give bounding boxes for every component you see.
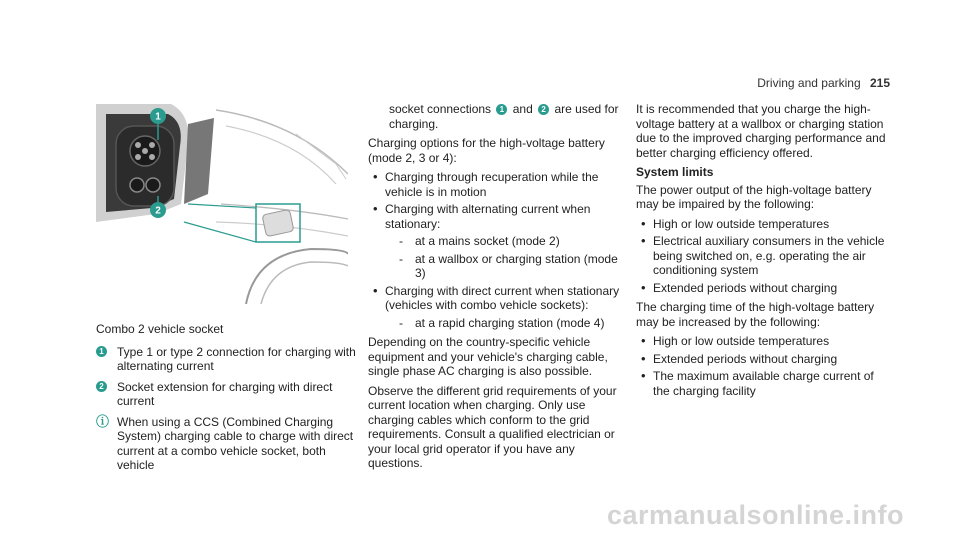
paragraph: Depending on the country-specific vehicle equipment and your vehicle's charging cable, single phase AC charging is also possible.: [368, 335, 608, 378]
charging-socket-figure: [96, 104, 348, 304]
sub-list: [385, 234, 622, 281]
section-heading: System limits: [636, 165, 714, 179]
section-title: Driving and parking: [757, 76, 861, 90]
figure-caption: Combo 2 vehicle socket: [96, 322, 224, 336]
list-item: • Extended periods without charging: [636, 352, 892, 367]
list-item-text: Charging with alternating current when stationary:: [385, 202, 591, 231]
time-intro: The charging time of the high-voltage battery may be increased by the following:: [636, 300, 875, 329]
limits-list: [636, 217, 892, 296]
inline-marker-2: 2: [538, 104, 549, 115]
continuation-post: are used for charging.: [389, 102, 619, 131]
charging-options-list: [368, 170, 622, 330]
list-item: • The maximum available charge current of the charging facility: [636, 369, 892, 398]
legend-item-2: [96, 380, 358, 409]
limits-intro: The power output of the high-voltage battery may be impaired by the following:: [636, 182, 872, 211]
column-left: [96, 322, 358, 479]
list-item: [368, 202, 622, 281]
sub-list-item: - at a wallbox or charging station (mode 3): [385, 252, 622, 281]
callout-2-label: 2: [155, 205, 161, 217]
legend-item-1: [96, 345, 358, 374]
list-item: • Charging through recuperation while the vehicle is in motion: [368, 170, 622, 199]
time-list: [636, 334, 892, 398]
list-item: • High or low outside temperatures: [636, 334, 892, 349]
continuation-pre: socket connections: [389, 102, 492, 116]
legend-text-2: Socket extension for charging with direct current: [117, 379, 333, 408]
list-item: [368, 284, 622, 331]
info-note: [96, 415, 358, 473]
paragraph: It is recommended that you charge the high-voltage battery at a wallbox or charging station due to the improved charging performance and better charging efficiency offered.: [636, 102, 886, 160]
watermark: carmanualsonline.info: [606, 500, 904, 530]
continuation-and: and: [512, 102, 533, 116]
list-item: • Electrical auxiliary consumers in the vehicle being switched on, e.g. operating the air conditioning system: [636, 234, 892, 278]
charging-options-intro: Charging options for the high-voltage battery (mode 2, 3 or 4):: [368, 136, 605, 165]
page-header: [757, 76, 890, 90]
legend-marker-2: 2: [96, 381, 107, 392]
callout-1-label: 1: [155, 111, 161, 123]
charging-socket-illustration: [96, 104, 348, 304]
info-icon: ⓘ: [96, 413, 110, 429]
list-item-text: Charging with direct current when stationary (vehicles with combo vehicle sockets):: [385, 283, 620, 312]
column-right: [636, 102, 892, 403]
inline-marker-1: 1: [496, 104, 507, 115]
legend-marker-1: 1: [96, 346, 107, 357]
legend-text-1: Type 1 or type 2 connection for charging with alternating current: [117, 344, 356, 373]
list-item: • Extended periods without charging: [636, 281, 892, 296]
info-note-text: When using a CCS (Combined Charging System) charging cable to charge with direct current at a combo vehicle socket, both vehicle: [117, 414, 354, 472]
sub-list: [385, 316, 622, 331]
list-item: • High or low outside temperatures: [636, 217, 892, 232]
continuation-text: [368, 102, 622, 131]
paragraph: Observe the different grid requirements of your current location when charging. Only use charging cables which conform to the grid requirements. Consult a qualified electrician or your local grid operator if you have any questions.: [368, 383, 617, 470]
page-number: 215: [869, 76, 890, 90]
sub-list-item: - at a rapid charging station (mode 4): [385, 316, 622, 331]
column-middle: [368, 102, 622, 476]
sub-list-item: - at a mains socket (mode 2): [385, 234, 622, 249]
